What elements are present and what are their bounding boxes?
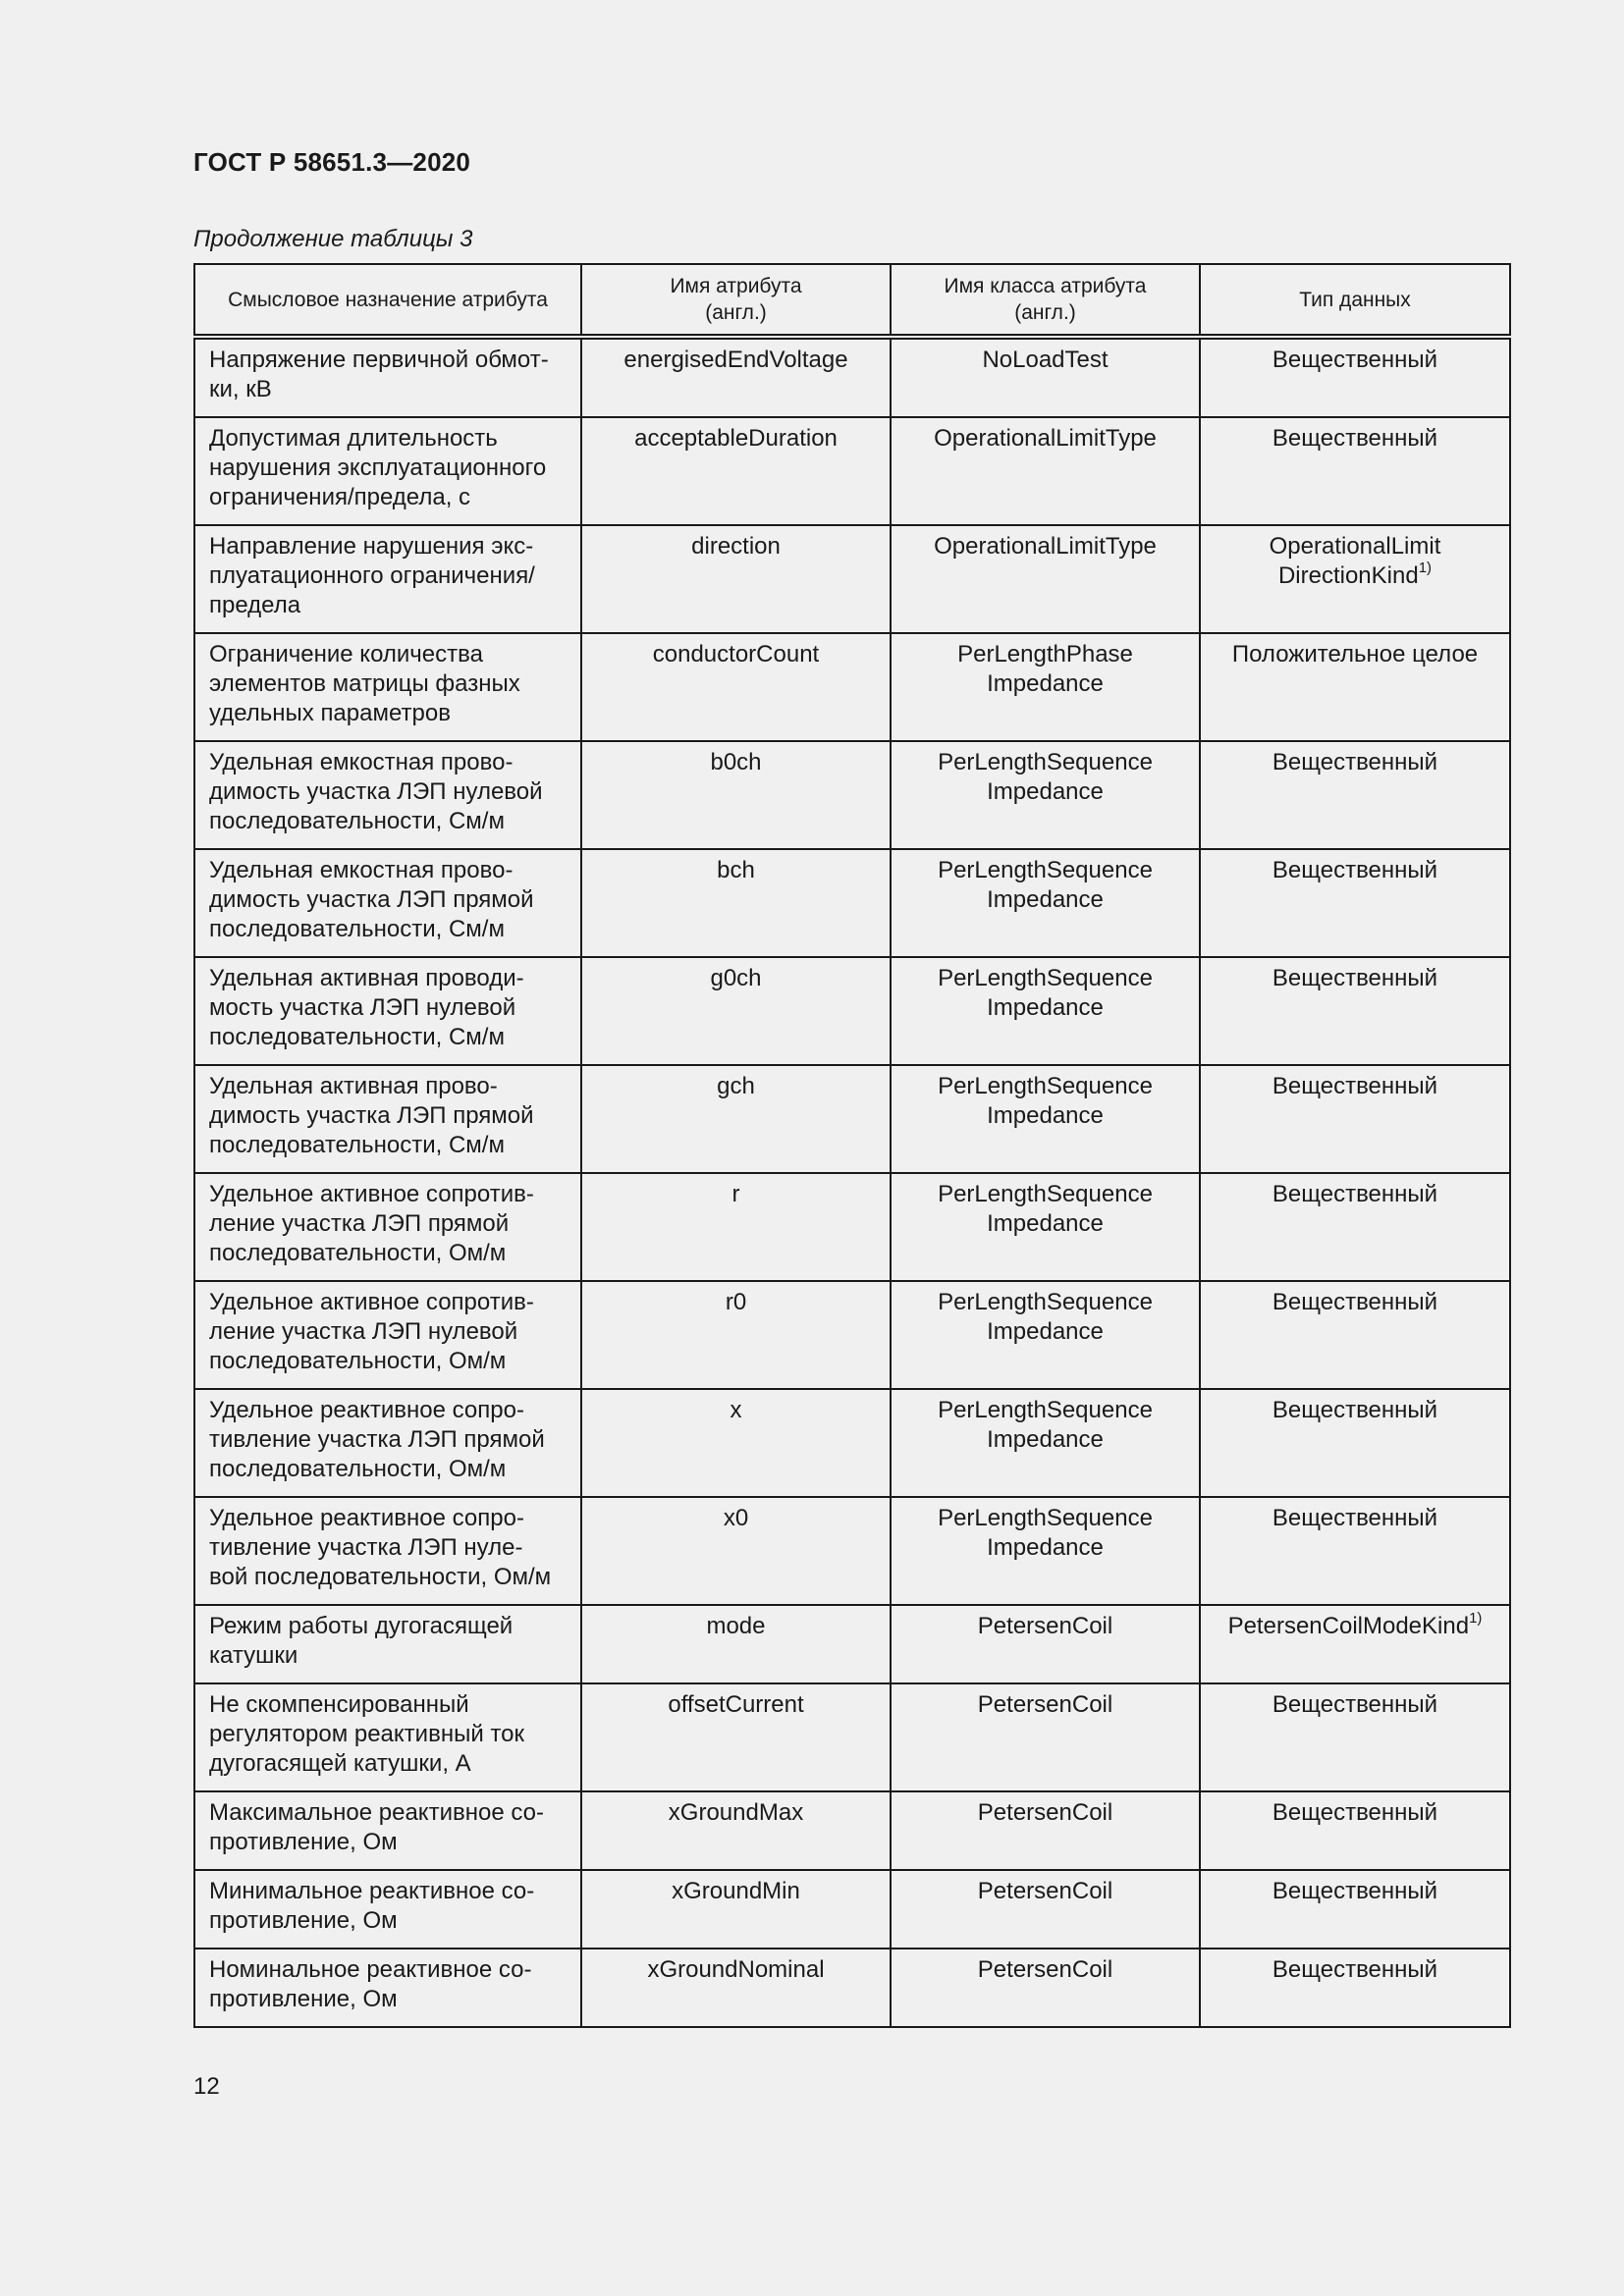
cell-data-type bbox=[1200, 741, 1510, 849]
cell-attribute-class: PerLengthPhase Impedance bbox=[891, 633, 1200, 741]
data-type-text: Вещественный bbox=[1272, 857, 1438, 883]
cell-data-type bbox=[1200, 1791, 1510, 1870]
cell-attribute-class: PerLengthSequence Impedance bbox=[891, 1173, 1200, 1281]
data-type-text: Вещественный bbox=[1272, 1073, 1438, 1099]
data-type-text: Вещественный bbox=[1272, 1691, 1438, 1718]
data-type-text: Вещественный bbox=[1272, 1878, 1438, 1904]
cell-attribute-class: PerLengthSequence Impedance bbox=[891, 849, 1200, 957]
cell-attribute-name: xGroundNominal bbox=[581, 1949, 891, 2027]
table-row bbox=[194, 849, 1510, 957]
data-type-text: Вещественный bbox=[1272, 749, 1438, 775]
table-row bbox=[194, 957, 1510, 1065]
cell-meaning: Режим работы дугогасящей катушки bbox=[194, 1605, 581, 1683]
cell-data-type bbox=[1200, 1389, 1510, 1497]
cell-attribute-class: PerLengthSequence Impedance bbox=[891, 1497, 1200, 1605]
table-row bbox=[194, 525, 1510, 633]
cell-meaning: Удельное реактивное сопро- тивление участка ЛЭП прямой последовательности, Ом/м bbox=[194, 1389, 581, 1497]
cell-attribute-name: x bbox=[581, 1389, 891, 1497]
cell-attribute-name: acceptableDuration bbox=[581, 417, 891, 525]
cell-meaning: Удельное активное сопротив- ление участка ЛЭП прямой последовательности, Ом/м bbox=[194, 1173, 581, 1281]
column-header-attribute-class: Имя класса атрибута (англ.) bbox=[891, 264, 1200, 337]
cell-data-type bbox=[1200, 1281, 1510, 1389]
cell-attribute-name: b0ch bbox=[581, 741, 891, 849]
cell-data-type bbox=[1200, 417, 1510, 525]
cell-attribute-name: x0 bbox=[581, 1497, 891, 1605]
document-header: ГОСТ Р 58651.3—2020 bbox=[193, 147, 471, 177]
cell-attribute-name: bch bbox=[581, 849, 891, 957]
cell-meaning: Номинальное реактивное со- противление, Ом bbox=[194, 1949, 581, 2027]
cell-data-type bbox=[1200, 525, 1510, 633]
cell-meaning: Напряжение первичной обмот- ки, кВ bbox=[194, 337, 581, 417]
cell-data-type bbox=[1200, 1065, 1510, 1173]
column-header-attribute-name: Имя атрибута (англ.) bbox=[581, 264, 891, 337]
cell-attribute-name: xGroundMin bbox=[581, 1870, 891, 1949]
table-row bbox=[194, 1683, 1510, 1791]
cell-attribute-class: PerLengthSequence Impedance bbox=[891, 1281, 1200, 1389]
cell-attribute-class: PetersenCoil bbox=[891, 1949, 1200, 2027]
cell-data-type bbox=[1200, 1173, 1510, 1281]
table-row bbox=[194, 1605, 1510, 1683]
cell-meaning: Удельная активная прово- димость участка ЛЭП прямой последовательности, См/м bbox=[194, 1065, 581, 1173]
data-type-text: Вещественный bbox=[1272, 1397, 1438, 1423]
table-row bbox=[194, 1173, 1510, 1281]
cell-attribute-class: PetersenCoil bbox=[891, 1605, 1200, 1683]
cell-attribute-name: g0ch bbox=[581, 957, 891, 1065]
cell-meaning: Удельная емкостная прово- димость участка ЛЭП прямой последовательности, См/м bbox=[194, 849, 581, 957]
cell-attribute-name: direction bbox=[581, 525, 891, 633]
data-type-text: OperationalLimit DirectionKind bbox=[1269, 533, 1441, 589]
cell-attribute-name: mode bbox=[581, 1605, 891, 1683]
cell-meaning: Удельная активная проводи- мость участка ЛЭП нулевой последовательности, См/м bbox=[194, 957, 581, 1065]
table-row bbox=[194, 1870, 1510, 1949]
cell-attribute-name: gch bbox=[581, 1065, 891, 1173]
data-type-text: Вещественный bbox=[1272, 1181, 1438, 1207]
data-type-text: PetersenCoilModeKind bbox=[1227, 1613, 1470, 1639]
cell-meaning: Направление нарушения экс- плуатационного ограничения/ предела bbox=[194, 525, 581, 633]
data-type-text: Вещественный bbox=[1272, 425, 1438, 452]
cell-data-type bbox=[1200, 1683, 1510, 1791]
data-type-text: Вещественный bbox=[1272, 1799, 1438, 1826]
data-type-text: Вещественный bbox=[1272, 965, 1438, 991]
table-row bbox=[194, 1281, 1510, 1389]
data-type-text: Вещественный bbox=[1272, 1956, 1438, 1983]
cell-meaning: Минимальное реактивное со- противление, Ом bbox=[194, 1870, 581, 1949]
cell-attribute-class: PetersenCoil bbox=[891, 1870, 1200, 1949]
cell-data-type bbox=[1200, 337, 1510, 417]
table-row bbox=[194, 1791, 1510, 1870]
footnote-marker: 1) bbox=[1418, 560, 1433, 576]
cell-data-type bbox=[1200, 1949, 1510, 2027]
cell-data-type bbox=[1200, 849, 1510, 957]
data-type-text: Вещественный bbox=[1272, 1289, 1438, 1315]
cell-attribute-class: NoLoadTest bbox=[891, 337, 1200, 417]
data-type-text: Положительное целое bbox=[1231, 641, 1479, 667]
cell-data-type bbox=[1200, 1605, 1510, 1683]
table-header-row bbox=[194, 264, 1510, 337]
cell-data-type bbox=[1200, 1870, 1510, 1949]
footnote-marker: 1) bbox=[1469, 1610, 1483, 1627]
table-row bbox=[194, 1497, 1510, 1605]
cell-attribute-class: PetersenCoil bbox=[891, 1791, 1200, 1870]
cell-data-type bbox=[1200, 957, 1510, 1065]
cell-attribute-class: PerLengthSequence Impedance bbox=[891, 957, 1200, 1065]
cell-attribute-class: PetersenCoil bbox=[891, 1683, 1200, 1791]
cell-attribute-name: r0 bbox=[581, 1281, 891, 1389]
table-row bbox=[194, 741, 1510, 849]
cell-attribute-name: offsetCurrent bbox=[581, 1683, 891, 1791]
table-row bbox=[194, 337, 1510, 417]
cell-meaning: Максимальное реактивное со- противление, Ом bbox=[194, 1791, 581, 1870]
cell-data-type bbox=[1200, 633, 1510, 741]
data-type-text: Вещественный bbox=[1272, 347, 1438, 373]
table-row bbox=[194, 633, 1510, 741]
cell-attribute-class: PerLengthSequence Impedance bbox=[891, 1065, 1200, 1173]
column-header-meaning: Смысловое назначение атрибута bbox=[194, 264, 581, 337]
cell-attribute-class: PerLengthSequence Impedance bbox=[891, 741, 1200, 849]
page-number: 12 bbox=[193, 2073, 220, 2100]
table-row bbox=[194, 1389, 1510, 1497]
table-caption: Продолжение таблицы 3 bbox=[193, 226, 473, 252]
cell-meaning: Не скомпенсированный регулятором реактивный ток дугогасящей катушки, А bbox=[194, 1683, 581, 1791]
cell-attribute-name: conductorCount bbox=[581, 633, 891, 741]
cell-meaning: Удельное активное сопротив- ление участка ЛЭП нулевой последовательности, Ом/м bbox=[194, 1281, 581, 1389]
cell-meaning: Удельная емкостная прово- димость участка ЛЭП нулевой последовательности, См/м bbox=[194, 741, 581, 849]
cell-attribute-name: energisedEndVoltage bbox=[581, 337, 891, 417]
cell-attribute-class: OperationalLimitType bbox=[891, 417, 1200, 525]
table-row bbox=[194, 1065, 1510, 1173]
cell-attribute-class: PerLengthSequence Impedance bbox=[891, 1389, 1200, 1497]
attributes-table bbox=[193, 263, 1511, 2028]
table-row bbox=[194, 417, 1510, 525]
cell-data-type bbox=[1200, 1497, 1510, 1605]
cell-attribute-name: r bbox=[581, 1173, 891, 1281]
cell-attribute-name: xGroundMax bbox=[581, 1791, 891, 1870]
column-header-data-type: Тип данных bbox=[1200, 264, 1510, 337]
table-row bbox=[194, 1949, 1510, 2027]
cell-attribute-class: OperationalLimitType bbox=[891, 525, 1200, 633]
data-type-text: Вещественный bbox=[1272, 1505, 1438, 1531]
cell-meaning: Допустимая длительность нарушения эксплуатационного ограничения/предела, с bbox=[194, 417, 581, 525]
cell-meaning: Ограничение количества элементов матрицы фазных удельных параметров bbox=[194, 633, 581, 741]
cell-meaning: Удельное реактивное сопро- тивление участка ЛЭП нуле- вой последовательности, Ом/м bbox=[194, 1497, 581, 1605]
